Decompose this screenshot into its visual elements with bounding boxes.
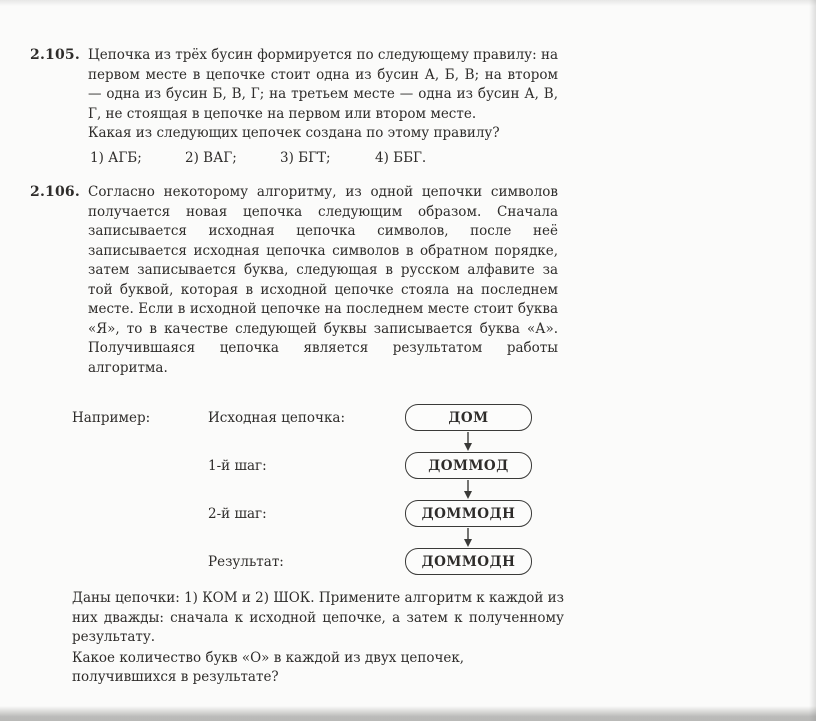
problem-question: Какая из следующих цепочек создана по этому правилу? [88, 125, 500, 141]
example-row-initial [72, 404, 542, 431]
chain-box-initial [405, 404, 532, 431]
down-arrow-icon [462, 432, 474, 451]
chain-value: ДОММОД [428, 457, 509, 474]
problem-body [88, 183, 558, 378]
problem-body [88, 46, 558, 168]
down-arrow-icon [462, 528, 474, 547]
option-2: 2) ВАГ; [185, 149, 237, 166]
option-3: 3) БГТ; [280, 149, 331, 166]
problem-text: Согласно некоторому алгоритму, из одной цепочки символов получается новая цепочка следующим образом. Сначала записывается исходная цепочка символов, после неё записывается исходная цепочка символов в обратном порядке, затем записывается буква, следующая в русском алфавите за той буквой, которая в исходной цепочке стояла на последнем месте. Если в исходной цепочке на последнем месте стоит буква «Я», то в качестве следующей буквы записывается буква «А». Получившаяся цепочка является результатом работы алгоритма. [88, 184, 558, 376]
chain-value: ДОММОДН [421, 553, 516, 570]
task-section [72, 589, 564, 688]
step-label-result: Результат: [208, 553, 284, 570]
chain-value: ДОММОДН [421, 505, 516, 522]
example-row-step2 [72, 500, 542, 527]
arrow-row [72, 527, 542, 548]
problem-2105 [30, 46, 562, 168]
arrow-row [72, 479, 542, 500]
example-label: Например: [72, 409, 151, 426]
problem-text: Цепочка из трёх бусин формируется по следующему правилу: на первом месте в цепочке стоит одна из бусин А, Б, В; на втором — одна из бусин Б, В, Г; на третьем месте — одна из бусин А, В, Г, не стоящая в цепочке на первом или втором месте. [88, 47, 558, 122]
problem-2106 [30, 183, 562, 378]
step-label-2: 2-й шаг: [208, 505, 267, 522]
example-section [72, 404, 542, 575]
chain-box-step1 [405, 452, 532, 479]
chain-value: ДОМ [448, 409, 489, 426]
arrow-row [72, 431, 542, 452]
step-label-1: 1-й шаг: [208, 457, 267, 474]
task-question: Какое количество букв «О» в каждой из двух цепочек, получившихся в результате? [72, 649, 465, 685]
down-arrow-icon [462, 480, 474, 499]
chain-box-result [405, 548, 532, 575]
problem-number: 2.106. [30, 184, 80, 200]
problem-number: 2.105. [30, 47, 80, 63]
option-4: 4) ББГ. [375, 149, 427, 166]
scan-edge-bottom [0, 706, 816, 721]
option-1: 1) АГБ; [90, 149, 142, 166]
step-label-initial: Исходная цепочка: [208, 409, 345, 426]
options-row [88, 149, 558, 169]
example-row-result [72, 548, 542, 575]
task-text: Даны цепочки: 1) КОМ и 2) ШОК. Примените алгоритм к каждой из них дважды: сначала к исходной цепочке, а затем к полученному результату. [72, 590, 564, 645]
chain-box-step2 [405, 500, 532, 527]
example-row-step1 [72, 452, 542, 479]
